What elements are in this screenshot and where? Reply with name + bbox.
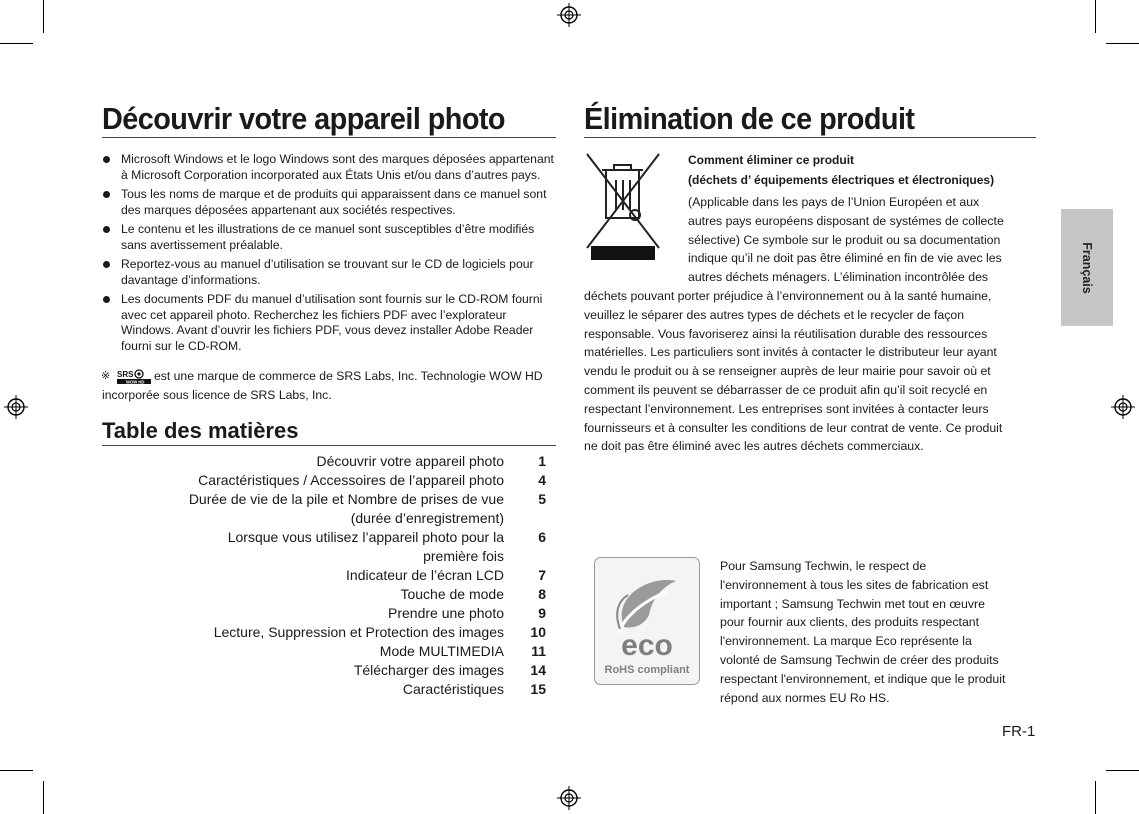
eco-rohs-logo-icon xyxy=(594,557,700,685)
title-rule xyxy=(102,137,556,138)
registration-mark-icon xyxy=(4,395,28,419)
toc-title: Table des matières xyxy=(102,418,299,443)
registration-mark-icon xyxy=(1111,395,1135,419)
note-text: est une marque de commerce de SRS Labs, Inc. Technologie WOW HD incorporée sous licence de SRS Labs, Inc. xyxy=(102,369,543,402)
bullet-icon xyxy=(103,156,110,163)
srs-wow-logo-icon xyxy=(117,369,151,384)
crop-mark xyxy=(1095,0,1096,33)
bullet-icon xyxy=(103,226,110,233)
toc-entry[interactable]: Touche de mode 8 xyxy=(400,586,546,602)
list-item: Tous les noms de marque et de produits qui apparaissent dans ce manuel sont des marques déposées appartenant aux sociétés respectives. xyxy=(102,187,557,218)
crop-mark xyxy=(43,781,44,814)
toc-entry[interactable]: Prendre une photo 9 xyxy=(388,605,546,621)
table-of-contents xyxy=(102,452,546,699)
list-item: Le contenu et les illustrations de ce manuel sont susceptibles d’être modifiés sans avertissement préalable. xyxy=(102,222,557,253)
eco-logo-word: eco xyxy=(621,629,673,662)
eco-logo-caption: RoHS compliant xyxy=(604,664,690,676)
crop-mark xyxy=(1106,43,1139,44)
bullet-icon xyxy=(103,296,110,303)
toc-entry[interactable]: Durée de vie de la pile et Nombre de prises de vue (durée d’enregistrement) 5 xyxy=(188,491,546,526)
list-item: Les documents PDF du manuel d’utilisation sont fournis sur le CD-ROM fourni avec cet appareil photo. Recherchez les fichiers PDF avec l’explorateur Windows. Avant d’ouvrir les fichiers PDF, vous devez installer Adobe Reader fourni sur le CD-ROM. xyxy=(102,292,557,354)
crop-mark xyxy=(43,0,44,33)
section-title: Élimination de ce produit xyxy=(584,101,915,136)
registration-mark-icon xyxy=(557,3,581,27)
toc-entry[interactable]: Lorsque vous utilisez l’appareil photo pour la première fois 6 xyxy=(227,529,546,564)
crop-mark xyxy=(0,770,33,771)
svg-text:WOW HD: WOW HD xyxy=(126,379,145,385)
registration-mark-icon xyxy=(557,786,581,810)
title-rule xyxy=(584,137,1036,138)
crossed-out-wheelie-bin-icon xyxy=(584,150,662,265)
bullet-icon xyxy=(103,191,110,198)
eco-paragraph: Pour Samsung Techwin, le respect de l'environnement à tous les sites de fabrication est important ; Samsung Techwin met tout en œuvre pour fournir aux clients, des produits respectant l'environnement. La marque Eco représente la volonté de Samsung Techwin de créer des produits respectant l'environnement, et indique que le produit répond aux normes EU Ro HS. xyxy=(720,559,1006,705)
toc-entry[interactable]: Caractéristiques / Accessoires de l’appareil photo 4 xyxy=(198,472,546,488)
srs-note xyxy=(102,367,558,405)
toc-entry[interactable]: Télécharger des images 14 xyxy=(353,662,546,678)
crop-mark xyxy=(1106,770,1139,771)
language-tab[interactable] xyxy=(1061,209,1113,326)
page-title: Découvrir votre appareil photo xyxy=(102,101,505,136)
toc-entry[interactable]: Mode MULTIMEDIA 11 xyxy=(379,643,546,659)
language-tab-label: Français xyxy=(1080,241,1094,294)
toc-rule xyxy=(102,445,556,446)
disposal-subheading: Comment éliminer ce produit (déchets d’ équipements électriques et électroniques) xyxy=(688,153,995,187)
crop-mark xyxy=(1095,781,1096,814)
page-number: FR-1 xyxy=(1002,723,1036,740)
toc-entry[interactable]: Découvrir votre appareil photo 1 xyxy=(316,453,546,469)
disposal-paragraph-wrapped: (Applicable dans les pays de l’Union Européen et aux autres pays européens disposant de systémes de collecte sélective) Ce symbole sur le produit ou sa documentation indique qu’il ne doit pas être éliminé en fin de vie avec les autres déchets ménagers. L’élimination incontrôlée des xyxy=(688,195,1004,285)
toc-entry[interactable]: Indicateur de l’écran LCD 7 xyxy=(346,567,546,583)
crop-mark xyxy=(0,43,33,44)
toc-entry[interactable]: Lecture, Suppression et Protection des images 10 xyxy=(213,624,546,640)
toc-entry[interactable]: Caractéristiques 15 xyxy=(402,681,546,697)
notice-list xyxy=(102,152,557,358)
svg-text:SRS: SRS xyxy=(117,370,134,380)
note-mark: ※ xyxy=(101,370,111,382)
list-item: Reportez-vous au manuel d’utilisation se trouvant sur le CD de logiciels pour davantage d’informations. xyxy=(102,257,557,288)
bullet-icon xyxy=(103,261,110,268)
disposal-paragraph: déchets pouvant porter préjudice à l’environnement ou à la santé humaine, veuillez le séparer des autres types de déchets et le recycler de façon responsable. Vous favoriserez ainsi la réutilisation durable des ressources matérielles. Les particuliers sont invités à contacter le distributeur leur ayant vendu le produit ou à se renseigner auprès de leur mairie pour savoir où et comment ils peuvent se débarrasser de ce produit afin qu’il soit recyclé en respectant l’environnement. Les entreprises sont invitées à contacter leurs fournisseurs et à consulter les conditions de leur contrat de vente. Ce produit ne doit pas être éliminé avec les autres déchets commerciaux. xyxy=(584,289,1003,454)
list-item: Microsoft Windows et le logo Windows sont des marques déposées appartenant à Microsoft Corporation incorporated aux États Unis et/ou dans d’autres pays. xyxy=(102,152,557,183)
